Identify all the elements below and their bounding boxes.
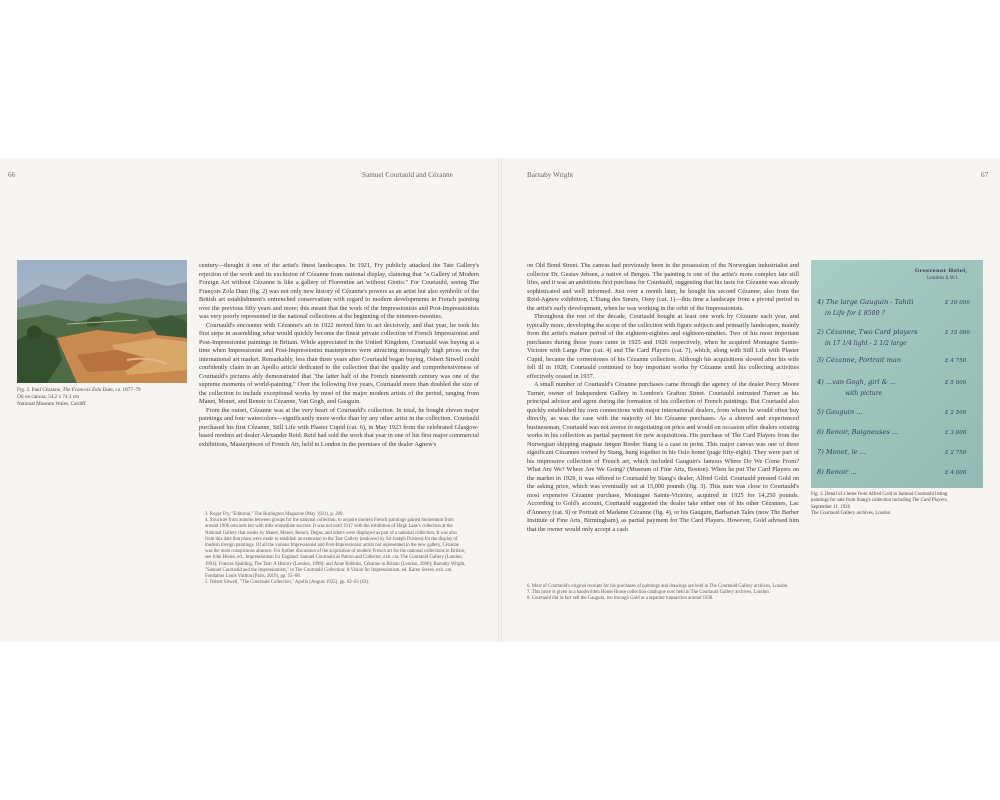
left-page-number: 66	[8, 171, 16, 179]
letter-line: with picture	[845, 390, 883, 397]
letter-line: 8) Renoir ...	[817, 468, 857, 476]
letter-line: 5) Gauguin ...	[817, 408, 863, 416]
letter-line: 6) Renoir, Baigneuses ...	[817, 428, 899, 436]
letter-price: £ 10 000	[945, 300, 970, 306]
letter-price: £ 3 000	[945, 430, 967, 436]
letter-price: £ 15 000	[945, 330, 970, 336]
footnote: 6. Most of Courtauld's original receipts for his purchases of paintings and drawings are held in The Courtauld Gallery archives, London.	[527, 584, 789, 589]
right-footnotes	[527, 584, 799, 603]
left-paragraph: From the outset, Cézanne was at the very heart of Courtauld's collection. In total, he bought eleven major paintings and four watercolors—significantly more works than by any other artist in the collection. Courtauld purchased his first Cézanne, Still Life with Plaster Cupid (cat. 6), in May 1923 from the celebrated Glasgow-based modern art dealer Alexander Reid. Reid had sold the work that year in one of his first major commercial exhibitions, Masterpieces of French Art, held in London in the premises of the dealer Agnew's	[199, 406, 479, 448]
letter-line: 3) Cézanne, Portrait man	[817, 356, 902, 364]
painting-illustration	[17, 260, 187, 383]
left-paragraph: century—thought it one of the artist's finest landscapes. In 1921, Fry publicly attacked the Tate Gallery's rejection of the work and its exclusion of Cézanne from national display, claiming that "a Gallery of Modern Foreign Art without Cézanne is like a gallery of Florentine art without Giotto." For Courtauld, seeing The François Zola Dam (fig. 2) was not only new history of Cézanne's powers as an artist but also symbolic of the British art establishment's entrenched conservatism with regard to modern developments in French painting over the previous fifty years and more; this meant that the work of the Impressionists and Post-Impressionists was very poorly represented in the national collections at the beginning of the nineteen-twenties.	[199, 262, 479, 320]
right-paragraph: A small number of Courtauld's Cézanne purchases came through the agency of the dealer Percy Moore Turner, owner of Independent Gallery in London's Grafton Street. Courtauld entrusted Turner as his principal advisor and agent during the formation of his collection of French paintings. But Courtauld also quickly established his own connections with major international dealers, from whom he would often buy directly, as was the case with the majority of his Cézanne purchases. As a shrewd and experienced businessman, Courtauld was not averse to negotiating on price and would on occasion offer dealers existing works in his collection as partial payment for new acquisitions. His purchase of The Card Players from the Norwegian shipping magnate Jørgen Breder Stang is a case in point. This major canvas was one of three significant Cézannes owned by Stang, hung together in his Oslo home (page fifty-eight). They were part of his impressive collection of French art, which included Gauguin's famous Where Do We Come From? What Are We? Where Are We Going? (Museum of Fine Arts, Boston). When he put The Card Players on the market in 1929, it was offered to Courtauld by Stang's dealer, Alfred Gold. Courtauld pressed Gold on the asking price, which was eventually set at 15,000 pounds (fig. 3). This sum was close to Courtauld's most expensive Cézanne purchase, Montagne Sainte-Victoire, acquired in 1925 for 14,250 pounds. According to Gold's account, Courtauld suggested the dealer take either one of his other Cézannes, Lac d'Annecy (cat. 9) or Portrait of Madame Cézanne (fig. 4), or his Gauguin, Barbarian Tales (now The Barber Institute of Fine Arts, Birmingham), as partial payment for The Card Players. However, Gold advised him that the owner would only accept a cash	[527, 381, 799, 533]
letter-line: in 17 1/4 light - 2 1/2 large	[825, 340, 907, 347]
footnote: 7. This price is given in a handwritten Home House collection catalogue now held in The Courtauld Gallery archives, London.	[527, 590, 770, 596]
right-paragraph: Throughout the rest of the decade, Courtauld bought at least one work by Cézanne each year, and typically more, developing the scope of the collection with figure subjects and primarily landscapes, mainly from the artist's mature period of the eighteen-eighties and eighteen-nineties. Two of his most important purchases during those years came in 1925 and 1926 respectively, when he acquired Montagne Sainte-Victoire with Large Pine (cat. 4) and The Card Players (cat. 7), which, along with Still Life with Plaster Cupid, became the cornerstones of his Cézanne collection. Although his acquisitions slowed after his wife fell ill in 1928, Courtauld continued to buy important works by Cézanne until his collecting activities effectively ceased in 1937.	[527, 313, 799, 380]
right-caption-line2: paintings for sale from Stang's collection including The Card Players,	[811, 498, 948, 504]
letter-line: in Life for £ 8500 ?	[825, 310, 885, 317]
footnote: 8. Courtauld did in fact sell the Gauguin, too through Gold at a separate transaction around 1930.	[527, 596, 714, 602]
right-page-number: 67	[981, 171, 989, 179]
letter-image	[811, 260, 983, 488]
right-body-text	[527, 262, 799, 534]
footnote: 4. Structure from autumn between groups for the national collection, to acquire modern French paintings gained momentum from around 1906 onwards but with little immediate success. It was not until 1917 with the exhibition of Hugh Lane's collection at the National Gallery that works by Manet, Monet, Renoir, Degas, and others were displayed as part of a national collection. It was also from this date that plans were made to establish an extension to the Tate Gallery (endowed by Sir Joseph Duveen) for the display of modern foreign paintings. Of all the various Impressionist and Post-Impressionist artists not represented in the new gallery, Cézanne was the most conspicuous absence. For further discussion of the acquisition of modern French art for the national collections in Britain, see John House, ed., Impressionism for England: Samuel Courtauld as Patron and Collector, exh. cat. The Courtauld Gallery (London, 1994); Frances Spalding, The Tate: A History (London, 1998); and Anne Robbins, Cézanne in Britain (London, 2006); Barnaby Wright, "Samuel Courtauld and the Impressionists," in The Courtauld Collection: A Vision for Impressionism, ed. Karen Serres, exh. cat. Fondation Louis Vuitton (Paris, 2019), pp. 55–68.	[205, 518, 466, 580]
left-caption-line2: Oil on canvas, 54.2 x 74.3 cm	[17, 393, 80, 400]
left-body-text	[199, 262, 479, 449]
letter-line: 4) The large Gauguin - Tahiti	[817, 298, 914, 306]
footnote: 5. Osbert Sitwell, "The Courtauld Collection," Apollo (August 1925), pp. 62–63 (63).	[205, 580, 370, 586]
right-caption-line4: The Courtauld Gallery archives, London	[811, 511, 891, 517]
left-paragraph: Courtauld's encounter with Cézanne's art in 1922 moved him to act decisively, and that year, he took his first steps in assembling what would quickly become the finest private collection of French Impressionist and Post-Impressionist paintings in Britain. While appreciated in the United Kingdom, Courtauld was buying at a time when Impressionist and Post-Impressionist masterpieces were attracting increasingly high prices on the international art market. Remarkably, less than three years after Courtauld began buying, Osbert Sitwell could confidently claim in an Apollo article dedicated to the collection that the quality and comprehensiveness of Courtauld's pictures ably demonstrated that "the latter half of the French nineteenth century was one of the supreme moments of world-painting." Over the following five years, Courtauld more than doubled the size of the collection to include exceptional works by most of the major modern artists of the period, ranging from Manet, Monet, and Renoir to Cézanne, Van Gogh, and Gauguin.	[199, 321, 479, 405]
left-caption-line1: Fig. 2. Paul Cézanne, The Francois Zola Dam, ca. 1877–79	[17, 387, 141, 393]
right-figure-caption	[811, 492, 983, 518]
left-figure-caption	[17, 387, 187, 407]
right-running-head: Barnaby Wright	[527, 171, 574, 179]
right-paragraph: on Old Bond Street. The canvas had previously been in the possession of the Norwegian industrialist and collector Dr. Gustav Jebsen, a native of Bergen. The painting is one of the artist's more complex late still lifes, and it was an ambitious first purchase for Courtauld, suggesting that his taste for Cézanne was already sophisticated and well informed. Just over a month later, he bought his second Cézanne, also from the Reid-Agnew exhibition, L'Étang des Sœurs, Osny (cat. 1)—this time a landscape from a pivotal period in the artist's early development, when he was working in the orbit of the Impressionists.	[527, 262, 799, 312]
left-running-head: Samuel Courtauld and Cézanne	[362, 171, 453, 179]
letterhead-line1: Grosvenor Hotel,	[915, 268, 968, 274]
letter-price: £ 4 750	[945, 358, 967, 364]
letter-line: 2) Cézanne, Two Card players	[817, 328, 918, 336]
footnote: 3. Roger Fry, "Editorial," The Burlington Magazine (May 1921), p. 209.	[205, 512, 344, 517]
right-caption-line1: Fig. 3. Detail of a letter from Alfred Gold to Samuel Courtauld listing	[811, 492, 948, 497]
right-caption-line3: September 11, 1926	[811, 504, 851, 510]
cezanne-painting-image	[17, 260, 187, 383]
letter-price: £ 2 500	[945, 410, 967, 416]
left-caption-line3: National Museum Wales, Cardiff	[17, 400, 86, 407]
letterhead-line2: London S.W.1.	[927, 276, 960, 281]
letter-price: £ 4 000	[945, 470, 967, 476]
letter-line: 4) ...van Gogh, girl & ...	[817, 378, 896, 386]
left-footnotes	[205, 512, 467, 586]
book-gutter	[498, 158, 502, 642]
letter-line: 7) Monet, le ...	[817, 448, 866, 456]
letter-price: £ 5 000	[945, 380, 967, 386]
letter-price: £ 2 750	[945, 450, 967, 456]
